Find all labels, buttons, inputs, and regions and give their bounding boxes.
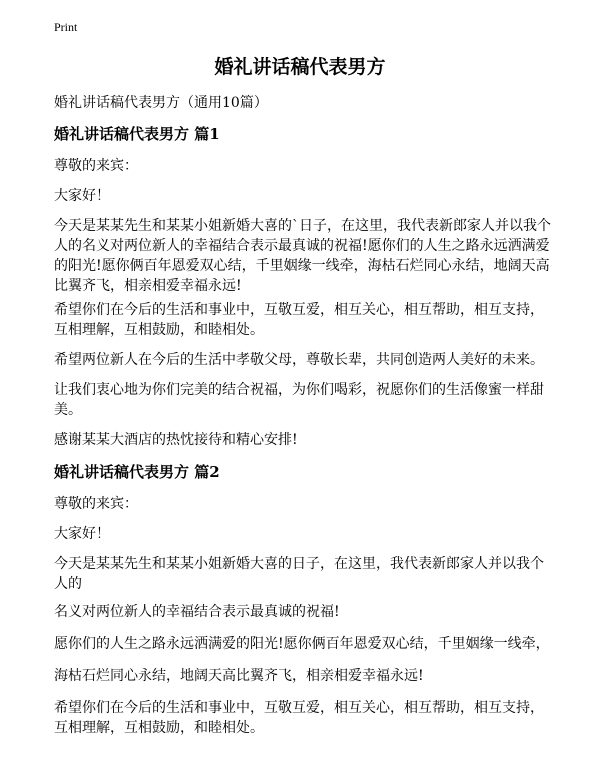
section1-paragraph-2: 希望你们在今后的生活和事业中，互敬互爱，相互关心，相互帮助，相互支持，互相理解，互相鼓励，和睦相处。 [54,302,544,338]
section1-greeting: 尊敬的来宾： [54,158,138,174]
section2-hello: 大家好！ [54,526,110,542]
section2-paragraph-3: 愿你们的人生之路永远洒满爱的阳光!愿你俩百年恩爱双心结，千里姻缘一线牵， [54,636,550,652]
section2-paragraph-4: 海枯石烂同心永结，地阔天高比翼齐飞，相亲相爱幸福永远! [54,668,424,684]
section2-paragraph-2: 名义对两位新人的幸福结合表示最真诚的祝福! [54,604,340,620]
print-link[interactable]: Print [54,20,78,34]
section1-paragraph-1: 今天是某某先生和某某小姐新婚大喜的`日子，在这里，我代表新郎家人并以我个人的名义对两位新人的幸福结合表示最真诚的祝福!愿你们的人生之路永远洒满爱的阳光!愿你俩百年恩爱双心结，千里姻缘一线牵，海枯石烂同心永结，地阔天高比翼齐飞，相亲相爱幸福永远! [54,218,551,294]
document-subtitle: 婚礼讲话稿代表男方（通用10篇） [54,95,268,111]
section1-hello: 大家好！ [54,188,110,204]
page-title: 婚礼讲话稿代表男方 [214,56,386,78]
section1-paragraph-3: 希望两位新人在今后的生活中孝敬父母，尊敬长辈，共同创造两人美好的未来。 [54,352,544,368]
section-heading-1: 婚礼讲话稿代表男方 篇1 [54,125,220,143]
section2-greeting: 尊敬的来宾： [54,496,138,512]
section2-paragraph-1: 今天是某某先生和某某小姐新婚大喜的日子，在这里，我代表新郎家人并以我个人的 [54,556,544,592]
section1-paragraph-5: 感谢某某大酒店的热忱接待和精心安排! [54,432,298,448]
section-heading-2: 婚礼讲话稿代表男方 篇2 [54,463,220,481]
section1-paragraph-4: 让我们衷心地为你们完美的结合祝福，为你们喝彩，祝愿你们的生活像蜜一样甜美。 [54,382,544,418]
section2-paragraph-5: 希望你们在今后的生活和事业中，互敬互爱，相互关心，相互帮助，相互支持，互相理解，互相鼓励，和睦相处。 [54,700,544,736]
